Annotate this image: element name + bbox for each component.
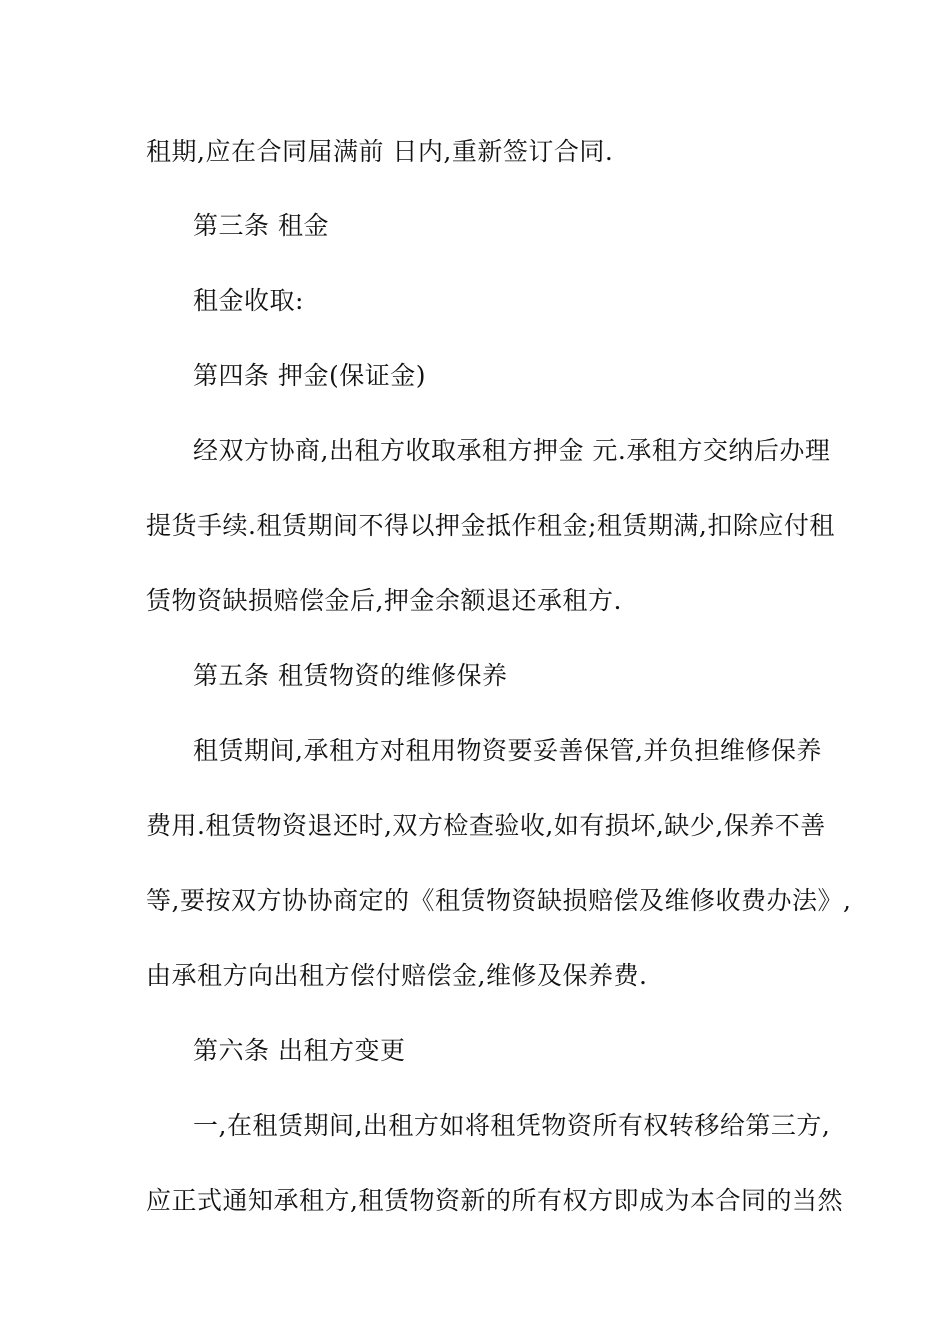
paragraph-line: 费用.租赁物资退还时,双方检查验收,如有损坏,缺少,保养不善 [146,811,826,840]
paragraph-line: 应正式通知承租方,租赁物资新的所有权方即成为本合同的当然 [146,1186,843,1215]
paragraph-line: 经双方协商,出租方收取承租方押金 元.承租方交纳后办理 [193,436,831,465]
section-heading-3: 第三条 租金 [193,211,329,240]
paragraph-line: 提货手续.租赁期间不得以押金抵作租金;租赁期满,扣除应付租 [146,511,835,540]
paragraph-line: 等,要按双方协协商定的《租赁物资缺损赔偿及维修收费办法》, [146,886,852,915]
paragraph-line: 赁物资缺损赔偿金后,押金余额退还承租方. [146,586,622,615]
paragraph-line: 一,在租赁期间,出租方如将租凭物资所有权转移给第三方, [193,1111,831,1140]
paragraph-line: 租期,应在合同届满前 日内,重新签订合同. [146,137,614,166]
section-heading-5: 第五条 租赁物资的维修保养 [193,661,508,690]
paragraph-line: 租赁期间,承租方对租用物资要妥善保管,并负担维修保养 [193,736,822,765]
paragraph-line: 由承租方向出租方偿付赔偿金,维修及保养费. [146,961,648,990]
section-heading-6: 第六条 出租方变更 [193,1036,406,1065]
section-heading-4: 第四条 押金(保证金) [193,361,426,390]
paragraph-line: 租金收取: [193,286,304,315]
